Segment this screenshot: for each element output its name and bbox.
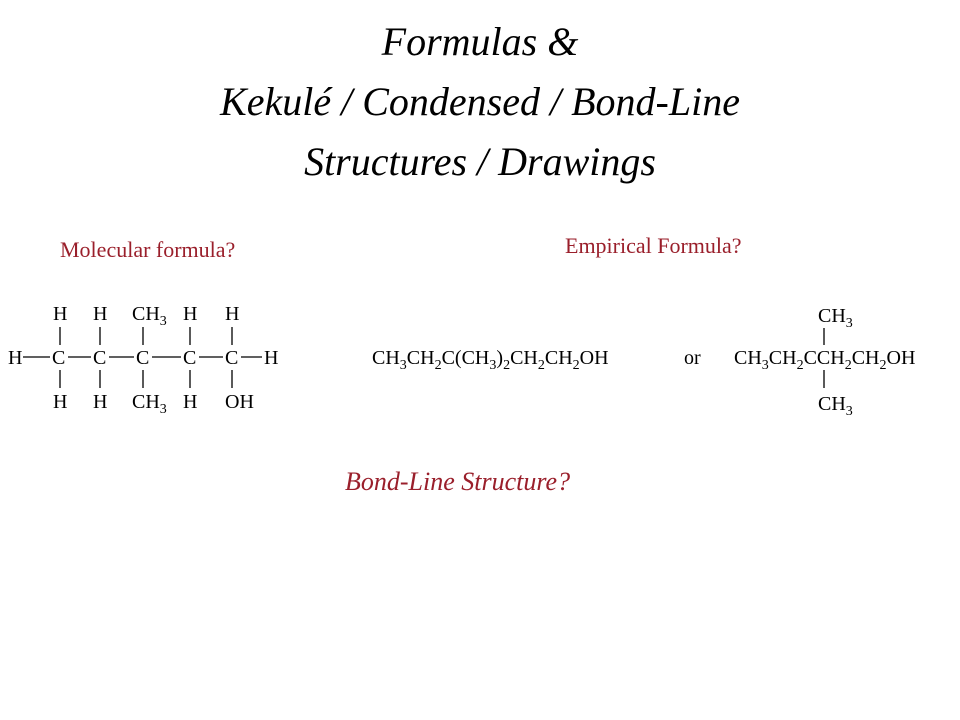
condensed-branched-structure xyxy=(734,305,915,419)
kekule-top-h-2: H xyxy=(93,303,108,325)
kekule-bottom-ch3-subscript: 3 xyxy=(159,402,167,417)
condensed-inline-formula: $CH_3CH_2C(CH_3)_2CH_2CH_2OH$ xyxy=(372,347,609,373)
kekule-top-h-1: H xyxy=(53,303,68,325)
kekule-top-ch3 xyxy=(132,303,167,329)
kekule-structure xyxy=(8,303,278,417)
bond-line-structure-prompt: Bond-Line Structure? xyxy=(345,467,571,496)
kekule-top-ch3-subscript: 3 xyxy=(159,314,167,329)
kekule-carbon-3: C xyxy=(136,347,150,369)
kekule-top-h-4: H xyxy=(183,303,198,325)
slide-title-line-3: Structures / Drawings xyxy=(304,139,656,184)
kekule-carbon-1: C xyxy=(52,347,66,369)
kekule-bottom-ch3 xyxy=(132,391,167,417)
molecular-formula-prompt: Molecular formula? xyxy=(60,237,236,262)
kekule-top-h-5: H xyxy=(225,303,240,325)
branched-chain: $CH_3CH_2CCH_2CH_2OH$ xyxy=(734,347,916,373)
kekule-bottom-h-4: H xyxy=(183,391,198,413)
branched-top-ch3: $CH_3$ xyxy=(818,305,853,331)
kekule-bottom-h-2: H xyxy=(93,391,108,413)
kekule-mid-h-right: H xyxy=(264,347,279,369)
kekule-mid-h-left: H xyxy=(8,347,23,369)
kekule-bottom-oh: OH xyxy=(225,391,254,413)
branched-bottom-ch3: $CH_3$ xyxy=(818,393,853,419)
kekule-carbon-4: C xyxy=(183,347,197,369)
structure-drawings xyxy=(0,290,960,430)
kekule-top-ch3-text: CH xyxy=(132,303,160,325)
kekule-carbon-2: C xyxy=(93,347,107,369)
empirical-formula-prompt: Empirical Formula? xyxy=(565,233,742,258)
kekule-bottom-h-1: H xyxy=(53,391,68,413)
kekule-carbon-5: C xyxy=(225,347,239,369)
kekule-bottom-ch3-text: CH xyxy=(132,391,160,413)
slide-title-line-2: Kekulé / Condensed / Bond-Line xyxy=(220,79,740,124)
or-connector: or xyxy=(684,347,701,369)
slide-title-line-1: Formulas & xyxy=(381,19,579,64)
